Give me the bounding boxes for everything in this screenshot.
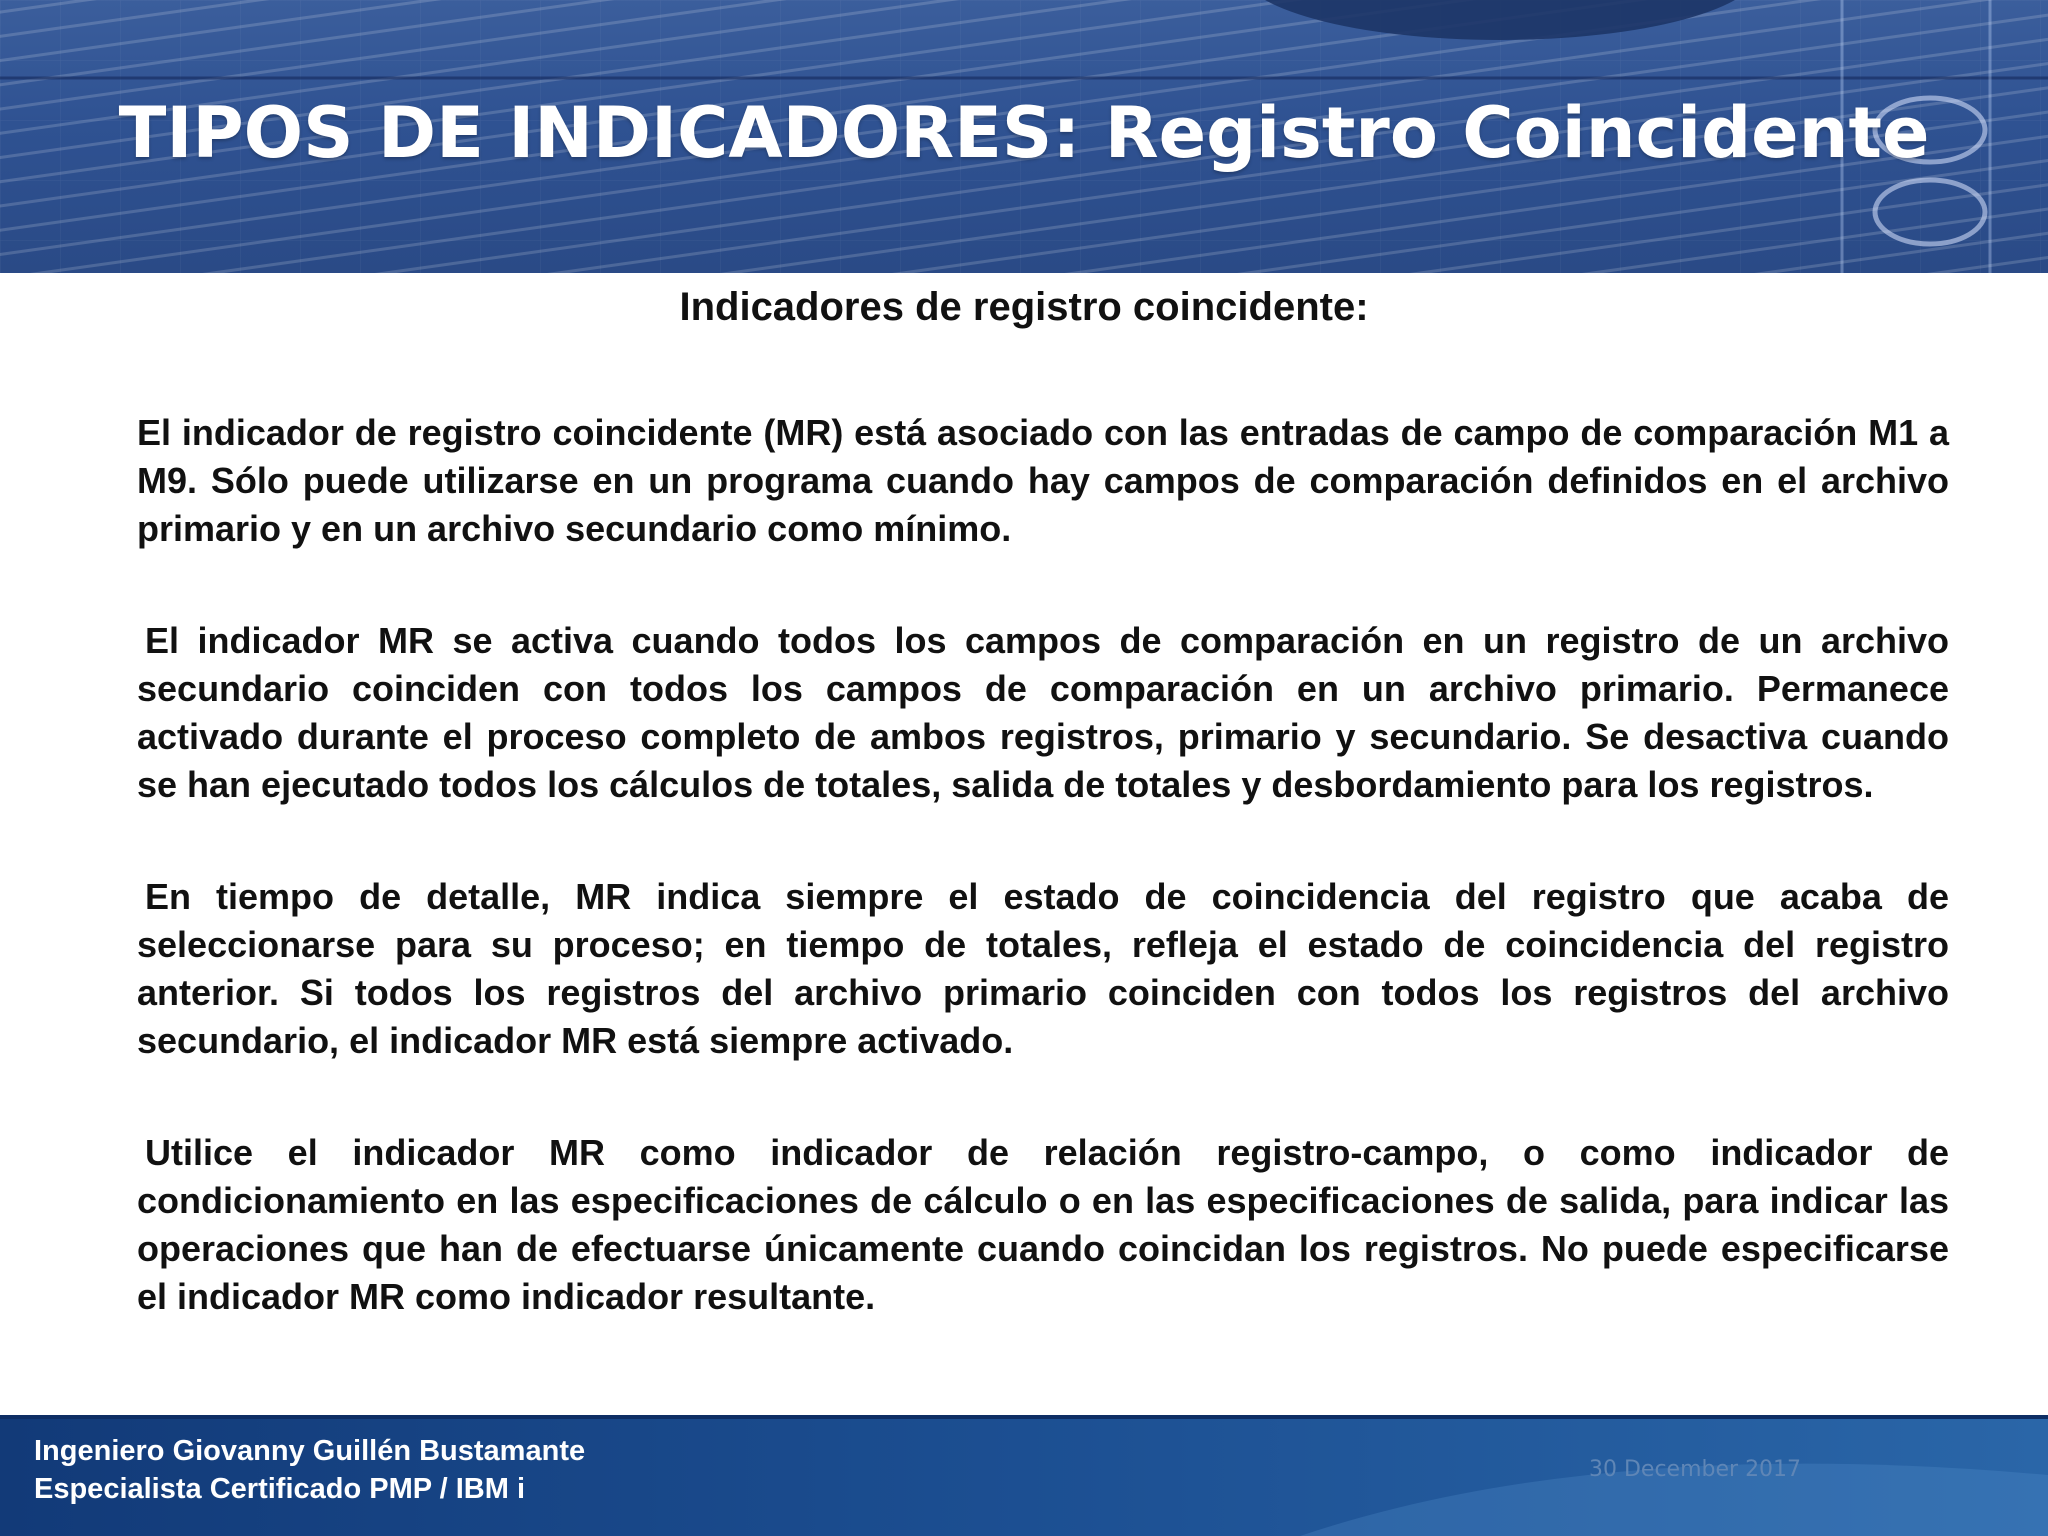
slide-header [0,0,2048,273]
slide-title: TIPOS DE INDICADORES: Registro Coincidente [118,92,1930,174]
paragraph-mr-activation: El indicador MR se activa cuando todos los campos de comparación en un registro de un archivo secundario coinciden con todos los campos de comparación en un archivo primario. Permanece activado durante el proceso completo de ambos registros, primario y secundario. Se desactiva cuando se han ejecutado todos los cálculos de totales, salida de totales y desbordamiento para los registros. [137,620,1949,805]
author-title: Especialista Certificado PMP / IBM i [34,1473,526,1505]
slide-subtitle: Indicadores de registro coincidente: [679,285,1369,329]
paragraph-mr-detail-time: En tiempo de detalle, MR indica siempre el estado de coincidencia del registro que acaba de seleccionarse para su proceso; en tiempo de totales, refleja el estado de coincidencia del registro anterior. Si todos los registros del archivo primario coinciden con todos los registros del archivo secundario, el indicador MR está siempre activado. [137,876,1949,1061]
slide-footer [0,1415,2048,1536]
slide-body [137,409,1949,1385]
paragraph-mr-usage: Utilice el indicador MR como indicador de relación registro-campo, o como indicador de condicionamiento en las especificaciones de cálculo o en las especificaciones de salida, para indicar las operaciones que han de efectuarse únicamente cuando coincidan los registros. No puede especificarse el indicador MR como indicador resultante. [137,1132,1949,1317]
paragraph-mr-definition: El indicador de registro coincidente (MR) está asociado con las entradas de campo de comparación M1 a M9. Sólo puede utilizarse en un programa cuando hay campos de comparación definidos en el archivo primario y en un archivo secundario como mínimo. [137,412,1949,549]
slide-date: 30 December 2017 [1589,1457,1802,1482]
author-name: Ingeniero Giovanny Guillén Bustamante [34,1435,586,1467]
